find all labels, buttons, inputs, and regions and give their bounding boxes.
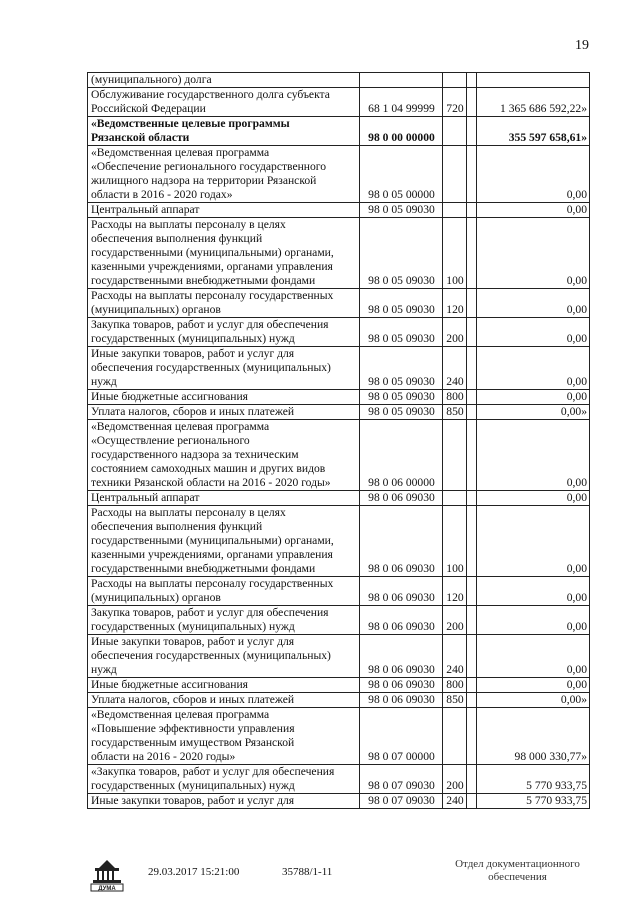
row-sum: 0,00 xyxy=(477,606,590,635)
row-spacer xyxy=(467,203,477,218)
row-expense-type: 800 xyxy=(443,390,467,405)
row-expense-type xyxy=(443,491,467,506)
row-code: 98 0 06 09030 xyxy=(360,506,443,577)
row-expense-type: 720 xyxy=(443,88,467,117)
row-expense-type: 240 xyxy=(443,794,467,809)
row-expense-type xyxy=(443,117,467,146)
row-name: Иные бюджетные ассигнования xyxy=(88,390,360,405)
stamp-line-2: обеспечения xyxy=(488,871,547,883)
row-name: Иные бюджетные ассигнования xyxy=(88,678,360,693)
row-name: Центральный аппарат xyxy=(88,491,360,506)
row-spacer xyxy=(467,88,477,117)
row-expense-type: 200 xyxy=(443,318,467,347)
duma-logo-icon xyxy=(87,858,127,892)
table-row xyxy=(88,678,590,693)
row-code: 98 0 06 09030 xyxy=(360,491,443,506)
row-expense-type: 120 xyxy=(443,577,467,606)
row-expense-type: 100 xyxy=(443,218,467,289)
stamp-line-1: Отдел документационного xyxy=(455,858,580,870)
row-name: Закупка товаров, работ и услуг для обеспечения государственных (муниципальных) нужд xyxy=(88,318,360,347)
table-row xyxy=(88,491,590,506)
row-sum: 0,00 xyxy=(477,420,590,491)
row-code: 98 0 05 09030 xyxy=(360,390,443,405)
table-row xyxy=(88,318,590,347)
table-row xyxy=(88,405,590,420)
row-expense-type: 240 xyxy=(443,635,467,678)
row-sum xyxy=(477,73,590,88)
row-spacer xyxy=(467,708,477,765)
row-sum: 0,00 xyxy=(477,635,590,678)
table-row xyxy=(88,347,590,390)
row-expense-type xyxy=(443,73,467,88)
row-code: 98 0 06 09030 xyxy=(360,577,443,606)
row-code: 98 0 06 09030 xyxy=(360,606,443,635)
row-sum: 0,00 xyxy=(477,678,590,693)
table-row xyxy=(88,577,590,606)
row-code: 98 0 05 00000 xyxy=(360,146,443,203)
row-code: 98 0 05 09030 xyxy=(360,347,443,390)
row-sum: 5 770 933,75 xyxy=(477,794,590,809)
row-code: 98 0 07 09030 xyxy=(360,794,443,809)
row-name: «Ведомственные целевые программы Рязанской области xyxy=(88,117,360,146)
row-spacer xyxy=(467,218,477,289)
row-code: 98 0 06 09030 xyxy=(360,635,443,678)
row-expense-type xyxy=(443,146,467,203)
department-stamp xyxy=(430,858,605,884)
budget-table xyxy=(87,72,590,809)
table-row xyxy=(88,88,590,117)
table-row xyxy=(88,635,590,678)
row-expense-type: 120 xyxy=(443,289,467,318)
footer-date: 29.03.2017 15:21:00 xyxy=(148,866,240,878)
row-sum: 1 365 686 592,22» xyxy=(477,88,590,117)
row-name: (муниципального) долга xyxy=(88,73,360,88)
row-spacer xyxy=(467,693,477,708)
page-number: 19 xyxy=(575,38,589,53)
row-code: 98 0 05 09030 xyxy=(360,405,443,420)
row-spacer xyxy=(467,577,477,606)
row-code: 98 0 06 09030 xyxy=(360,693,443,708)
table-row xyxy=(88,420,590,491)
row-sum: 0,00 xyxy=(477,577,590,606)
table-row xyxy=(88,794,590,809)
row-expense-type: 240 xyxy=(443,347,467,390)
row-sum: 355 597 658,61» xyxy=(477,117,590,146)
row-spacer xyxy=(467,390,477,405)
row-spacer xyxy=(467,405,477,420)
table-row xyxy=(88,606,590,635)
svg-text:ДУМА: ДУМА xyxy=(98,886,116,892)
row-spacer xyxy=(467,678,477,693)
row-sum: 0,00 xyxy=(477,218,590,289)
table-row xyxy=(88,146,590,203)
row-code: 98 0 05 09030 xyxy=(360,218,443,289)
table-row xyxy=(88,765,590,794)
row-spacer xyxy=(467,765,477,794)
row-spacer xyxy=(467,146,477,203)
table-row xyxy=(88,117,590,146)
row-code: 98 0 05 09030 xyxy=(360,203,443,218)
row-code: 98 0 07 00000 xyxy=(360,708,443,765)
row-code: 68 1 04 99999 xyxy=(360,88,443,117)
row-sum: 0,00» xyxy=(477,405,590,420)
row-spacer xyxy=(467,420,477,491)
duma-logo xyxy=(87,858,127,897)
row-sum: 0,00 xyxy=(477,146,590,203)
row-name: Закупка товаров, работ и услуг для обеспечения государственных (муниципальных) нужд xyxy=(88,606,360,635)
row-code: 98 0 00 00000 xyxy=(360,117,443,146)
row-spacer xyxy=(467,635,477,678)
row-spacer xyxy=(467,506,477,577)
row-expense-type: 200 xyxy=(443,606,467,635)
row-sum: 0,00 xyxy=(477,491,590,506)
row-sum: 0,00 xyxy=(477,347,590,390)
row-expense-type: 100 xyxy=(443,506,467,577)
row-code: 98 0 06 00000 xyxy=(360,420,443,491)
budget-table-body xyxy=(88,73,590,809)
row-code xyxy=(360,73,443,88)
row-spacer xyxy=(467,289,477,318)
row-expense-type xyxy=(443,420,467,491)
row-code: 98 0 07 09030 xyxy=(360,765,443,794)
row-name: Иные закупки товаров, работ и услуг для обеспечения государственных (муниципальных) нужд xyxy=(88,347,360,390)
row-name: Центральный аппарат xyxy=(88,203,360,218)
row-sum: 0,00 xyxy=(477,289,590,318)
row-code: 98 0 06 09030 xyxy=(360,678,443,693)
row-spacer xyxy=(467,606,477,635)
row-name: «Ведомственная целевая программа «Повышение эффективности управления государственным имуществом Рязанской области на 2016 - 2020 годы» xyxy=(88,708,360,765)
row-spacer xyxy=(467,117,477,146)
row-sum: 0,00 xyxy=(477,318,590,347)
row-spacer xyxy=(467,491,477,506)
row-name: «Ведомственная целевая программа «Обеспечение регионального государственного жилищного надзора на территории Рязанской области в 2016 - 2020 годах» xyxy=(88,146,360,203)
row-spacer xyxy=(467,73,477,88)
row-expense-type xyxy=(443,708,467,765)
row-expense-type: 200 xyxy=(443,765,467,794)
row-sum: 5 770 933,75 xyxy=(477,765,590,794)
row-sum: 98 000 330,77» xyxy=(477,708,590,765)
row-sum: 0,00 xyxy=(477,390,590,405)
row-name: «Закупка товаров, работ и услуг для обеспечения государственных (муниципальных) нужд xyxy=(88,765,360,794)
row-name: Обслуживание государственного долга субъекта Российской Федерации xyxy=(88,88,360,117)
row-spacer xyxy=(467,347,477,390)
row-code: 98 0 05 09030 xyxy=(360,289,443,318)
row-expense-type: 850 xyxy=(443,693,467,708)
row-expense-type: 850 xyxy=(443,405,467,420)
footer-doc-number: 35788/1-11 xyxy=(282,866,333,878)
row-code: 98 0 05 09030 xyxy=(360,318,443,347)
table-row xyxy=(88,203,590,218)
row-name: Расходы на выплаты персоналу в целях обеспечения выполнения функций государственными (муниципальными) органами, казенными учреждениями, органами управления государственными внебюджетными фондами xyxy=(88,218,360,289)
row-name: Уплата налогов, сборов и иных платежей xyxy=(88,405,360,420)
table-row xyxy=(88,289,590,318)
table-row xyxy=(88,73,590,88)
row-spacer xyxy=(467,794,477,809)
row-name: Уплата налогов, сборов и иных платежей xyxy=(88,693,360,708)
row-expense-type: 800 xyxy=(443,678,467,693)
table-row xyxy=(88,506,590,577)
row-name: Расходы на выплаты персоналу государственных (муниципальных) органов xyxy=(88,289,360,318)
row-name: Расходы на выплаты персоналу в целях обеспечения выполнения функций государственными (муниципальными) органами, казенными учреждениями, органами управления государственными внебюджетными фондами xyxy=(88,506,360,577)
table-row xyxy=(88,708,590,765)
row-expense-type xyxy=(443,203,467,218)
table-row xyxy=(88,390,590,405)
row-sum: 0,00 xyxy=(477,203,590,218)
table-row xyxy=(88,218,590,289)
table-row xyxy=(88,693,590,708)
row-name: Расходы на выплаты персоналу государственных (муниципальных) органов xyxy=(88,577,360,606)
row-name: Иные закупки товаров, работ и услуг для обеспечения государственных (муниципальных) нужд xyxy=(88,635,360,678)
row-spacer xyxy=(467,318,477,347)
row-name: «Ведомственная целевая программа «Осуществление регионального государственного надзора за техническим состоянием самоходных машин и других видов техники Рязанской области на 2016 - 2020 годы» xyxy=(88,420,360,491)
row-sum: 0,00» xyxy=(477,693,590,708)
row-name: Иные закупки товаров, работ и услуг для xyxy=(88,794,360,809)
row-sum: 0,00 xyxy=(477,506,590,577)
